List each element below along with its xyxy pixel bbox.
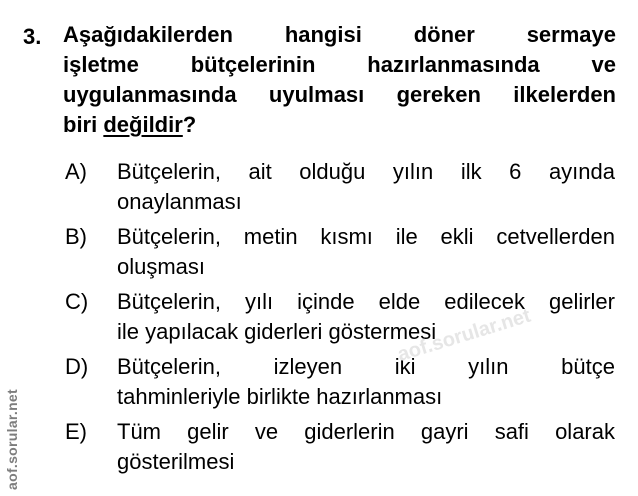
option-text-line-2: gösterilmesi <box>117 449 235 474</box>
option-text-line-1: Bütçelerin, metin kısmı ile ekli cetvellerden <box>117 224 615 249</box>
option-b[interactable] <box>0 222 638 286</box>
option-d[interactable] <box>0 352 638 416</box>
option-e[interactable] <box>0 417 638 481</box>
question-mark: ? <box>182 112 197 137</box>
option-text-line-2: tahminleriyle birlikte hazırlanması <box>117 384 443 409</box>
option-text-line-2: onaylanması <box>117 189 242 214</box>
side-watermark: aof.sorular.net <box>4 389 20 490</box>
negation-word: değildir <box>103 112 183 137</box>
option-label: B) <box>65 224 87 249</box>
center-watermark: aof.sorular.net <box>395 304 534 367</box>
option-text-line-1: Tüm gelir ve giderlerin gayri safi olarak <box>117 419 615 444</box>
option-c[interactable] <box>0 287 638 351</box>
option-text-line-1: Bütçelerin, izleyen iki yılın bütçe <box>117 354 615 379</box>
option-a[interactable] <box>0 157 638 221</box>
question-line-4-start: biri <box>63 112 104 137</box>
question-line-1: Aşağıdakilerden hangisi döner sermaye <box>63 22 616 47</box>
option-text-line-2: ile yapılacak giderleri göstermesi <box>117 319 437 344</box>
option-label: A) <box>65 159 87 184</box>
option-label: D) <box>65 354 89 379</box>
option-label: C) <box>65 289 89 314</box>
option-text-line-1: Bütçelerin, ait olduğu yılın ilk 6 ayında <box>117 159 615 184</box>
option-text-line-1: Bütçelerin, yılı içinde elde edilecek gelirler <box>117 289 615 314</box>
question-line-3: uygulanmasında uyulması gereken ilkelerden <box>63 82 616 107</box>
option-label: E) <box>65 419 87 444</box>
question-line-2: işletme bütçelerinin hazırlanmasında ve <box>63 52 616 77</box>
question-number: 3. <box>23 24 42 49</box>
question-line-4 <box>63 110 616 140</box>
option-text-line-2: oluşması <box>117 254 206 279</box>
